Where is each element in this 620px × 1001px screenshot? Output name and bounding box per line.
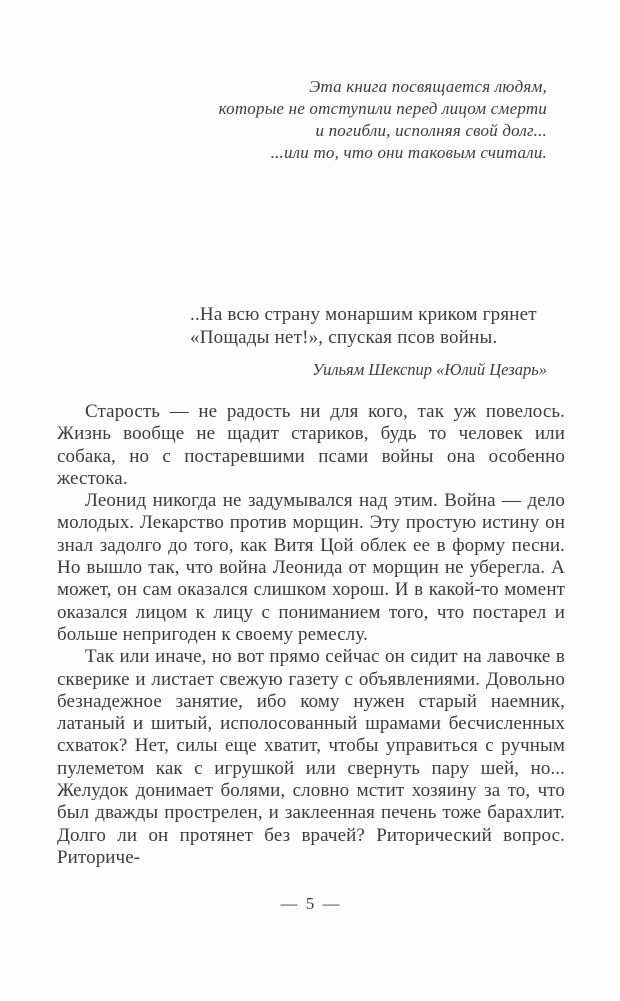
epigraph-attribution: Уильям Шекспир «Юлий Цезарь» (312, 360, 547, 379)
chapter-epigraph (57, 303, 565, 380)
dedication-line: Эта книга посвящается людям, (309, 77, 547, 96)
dedication-line: и погибли, исполняя свой долг... (315, 121, 547, 140)
dedication-line: которые не отступили перед лицом смерти (218, 99, 547, 118)
body-text (57, 401, 565, 869)
dedication-epigraph (57, 76, 565, 164)
dedication-line: ...или то, что они таковым считали. (270, 143, 547, 162)
epigraph-quote-line: «Пощады нет!», спуская псов войны. (190, 327, 498, 348)
epigraph-quote (190, 303, 565, 349)
paragraph: Леонид никогда не задумывался над этим. Война — дело молодых. Лекарство против морщин. Эту простую истину он знал задолго до того, как Витя Цой облек ее в форму песни. Но вышло так, что война Леонида от морщин не уберегла. А может, он сам оказался слишком хорош. И в какой-то момент оказался лицом к лицу с пониманием того, что постарел и больше непригоден к своему ремеслу. (57, 490, 565, 645)
paragraph: Старость — не радость ни для кого, так уж повелось. Жизнь вообще не щадит стариков, будь то человек или собака, но с постаревшими псами войны она особенно жестока. (57, 401, 565, 489)
epigraph-quote-line: ..На всю страну монаршим криком грянет (190, 304, 537, 325)
page-number: — 5 — (280, 894, 342, 914)
paragraph: Так или иначе, но вот прямо сейчас он сидит на лавочке в скверике и листает свежую газету с объявлениями. Довольно безнадежное занятие, ибо кому нужен старый наемник, латаный и шитый, исполосованный шрамами бесчисленных схваток? Нет, силы еще хватит, чтобы управиться с ручным пулеметом как с игрушкой или свернуть пару шей, но... Желудок донимает болями, словно мстит хозяину за то, что был дважды прострелен, и заклеенная печень тоже барахлит. Долго ли он протянет без врачей? Риторический вопрос. Риториче- (57, 646, 565, 868)
